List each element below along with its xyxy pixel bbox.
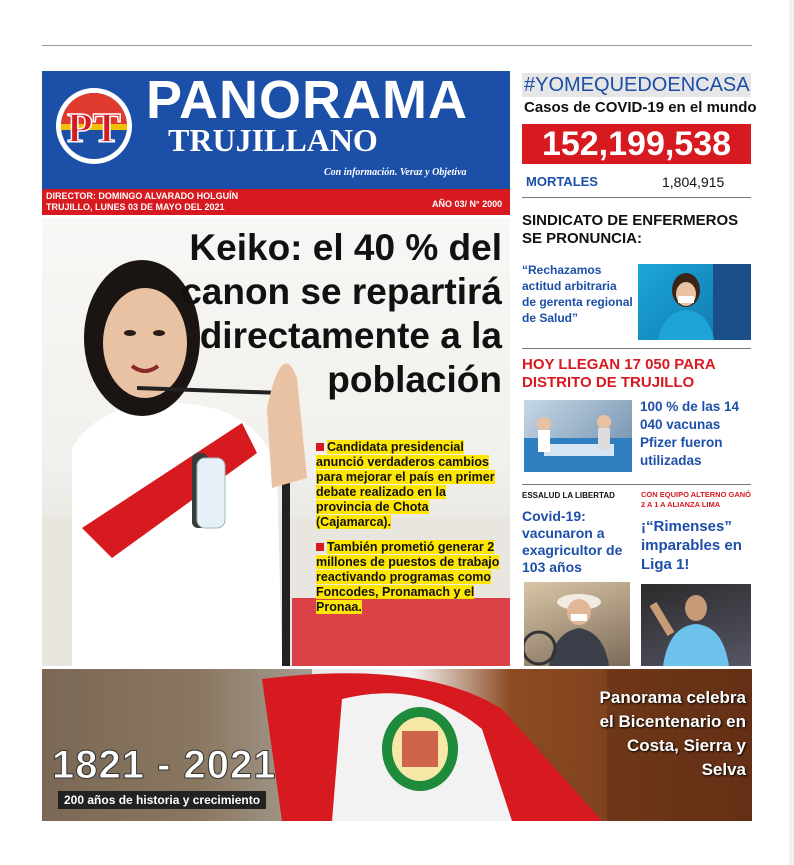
lead-bullet-2 [316,540,504,615]
covid-cases: 152,199,538 [522,124,751,164]
director-line: DIRECTOR: DOMINGO ALVARADO HOLGUÍN [46,191,239,201]
issue-number: AÑO 03/ N° 2000 [432,199,503,209]
farmer-photo [524,582,630,666]
futbol-text: ¡“Rimenses” imparables en Liga 1! [641,518,742,573]
logo-letters: PT [67,106,121,152]
lead-bullets [316,440,504,625]
footballer-illustration [641,584,751,666]
divider [522,348,751,349]
top-divider [42,45,752,46]
divider [522,197,751,198]
masthead-subtitle: TRUJILLANO [168,122,378,158]
pt-logo-icon [54,86,134,166]
divider [522,484,751,485]
enfermeros-title: SINDICATO DE ENFERMEROS SE PRONUNCIA: [522,212,739,247]
lead-bullet-2-text: También prometió generar 2 millones de puestos de trabajo reactivando programas como Foncodes, Pronamach y el Pronaa. [316,540,500,614]
date-line: TRUJILLO, LUNES 03 DE MAYO DEL 2021 [46,202,225,212]
masthead-title: PANORAMA [146,70,468,130]
masthead-info [46,191,238,213]
bicentenario-message: Panorama celebra el Bicentenario en Costa, Sierra y Selva [599,688,746,779]
farmer-illustration [524,582,630,666]
hashtag-banner: #YOMEQUEDOENCASA [524,74,750,96]
nurse-illustration [638,264,751,340]
enfermeros-quote: “Rechazamos actitud arbitraria de gerenta regional de Salud” [522,263,633,325]
footballer-photo [641,584,751,666]
deaths-label: MORTALES [526,174,598,189]
vaccination-illustration [524,400,632,472]
page-edge [789,0,794,865]
vacunas-title: HOY LLEGAN 17 050 PARA DISTRITO DE TRUJILLO [522,356,716,391]
nurse-photo [638,264,751,340]
lead-bullet-1 [316,440,504,530]
red-square-icon [316,543,324,551]
lead-headline: Keiko: el 40 % del canon se repartirá directamente a la población [181,227,502,400]
futbol-kicker: CON EQUIPO ALTERNO GANÓ 2 A 1 A ALIANZA LIMA [641,490,752,509]
deaths-value: 1,804,915 [662,174,725,190]
essalud-kicker: ESSALUD LA LIBERTAD [522,491,615,500]
vaccination-photo [524,400,632,472]
vacunas-text: 100 % de las 14 040 vacunas Pfizer fueron utilizadas [640,399,740,468]
lead-bullet-1-text: Candidata presidencial anunció verdaderos cambios para mejorar el país en primer debate realizado en la provincia de Chota (Cajamarca). [316,440,495,529]
red-square-icon [316,443,324,451]
masthead-slogan: Con información. Veraz y Objetiva [324,167,467,178]
covid-label: Casos de COVID-19 en el mundo [524,99,757,116]
essalud-text: Covid-19: vacunaron a exagricultor de 103 años [522,508,623,575]
bicentenario-years: 1821 - 2021 [52,743,277,787]
bicentenario-years-sub: 200 años de historia y crecimiento [58,791,266,809]
